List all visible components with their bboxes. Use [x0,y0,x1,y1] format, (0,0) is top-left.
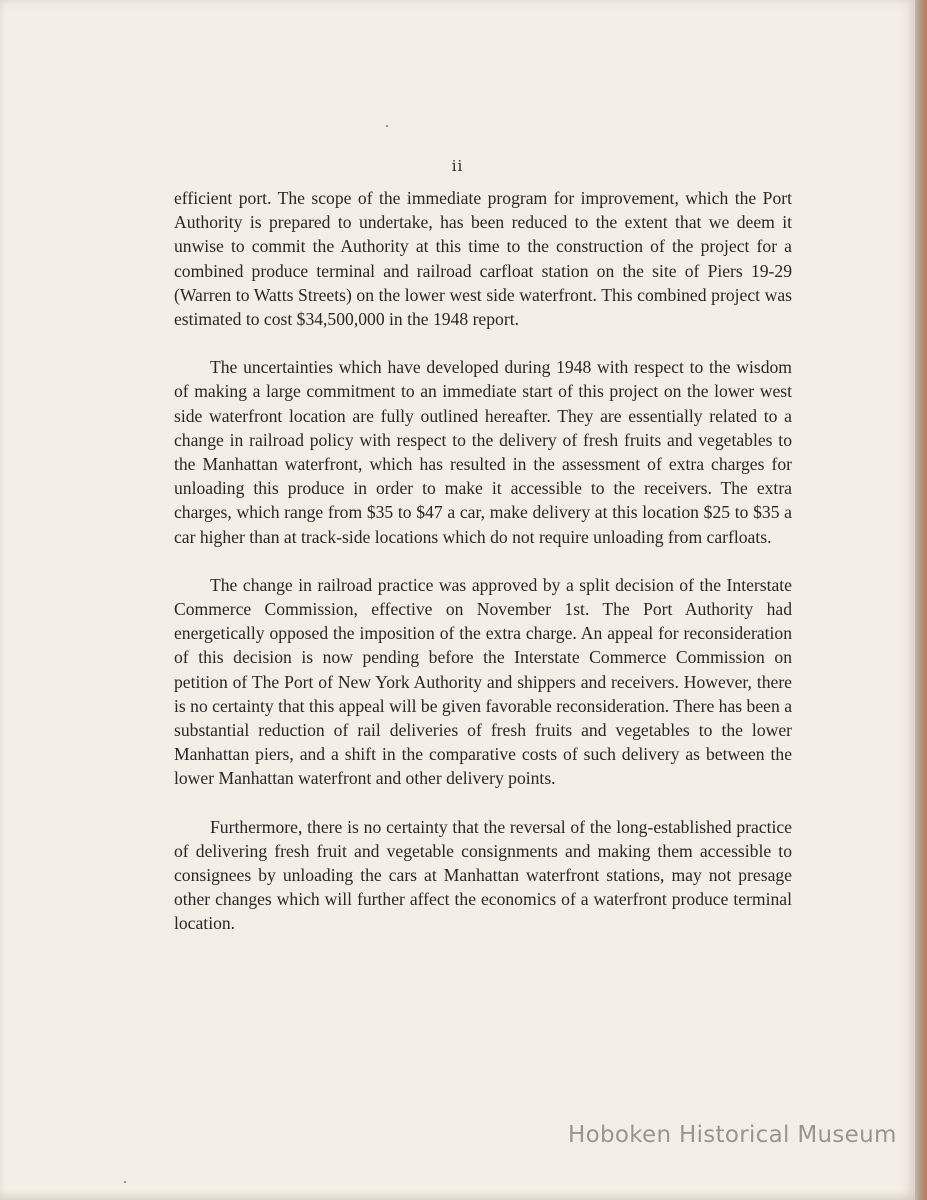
page-edge [915,0,927,1200]
paragraph: efficient port. The scope of the immediate program for improvement, which the Port Authority is prepared to undertake, has been reduced to the extent that we deem it unwise to commit the Authority at this time to the construction of the project for a combined produce terminal and railroad carfloat station on the site of Piers 19-29 (Warren to Watts Streets) on the lower west side waterfront. This combined project was estimated to cost $34,500,000 in the 1948 report. [174,188,792,330]
paragraph: The change in railroad practice was approved by a split decision of the Interstate Commerce Commission, effective on November 1st. The Port Authority had energetically opposed the imposition of the extra charge. An appeal for reconsideration of this decision is now pending before the Interstate Commerce Commission on petition of The Port of New York Authority and shippers and receivers. However, there is no certainty that this appeal will be given favorable reconsideration. There has been a substantial reduction of rail deliveries of fresh fruits and vegetables to the lower Manhattan piers, and a shift in the comparative costs of such delivery as between the lower Manhattan waterfront and other delivery points. [174,574,792,789]
page-number: ii [451,157,464,175]
paper-speck [386,125,388,127]
body-text [174,186,792,960]
museum-watermark: Hoboken Historical Museum [568,1122,897,1148]
paper-speck [124,1181,126,1183]
paragraph: The uncertainties which have developed during 1948 with respect to the wisdom of making a large commitment to an immediate start of this project on the lower west side waterfront location are fully outlined hereafter. They are essentially related to a change in railroad policy with respect to the delivery of fresh fruits and vegetables to the Manhattan waterfront, which has resulted in the assessment of extra charges for unloading this produce in order to make it accessible to the receivers. The extra charges, which range from $35 to $47 a car, make delivery at this location $25 to $35 a car higher than at track-side locations which do not require unloading from carfloats. [174,357,792,547]
paragraph: Furthermore, there is no certainty that the reversal of the long-established practice of delivering fresh fruit and vegetable consignments and making them accessible to consignees by unloading the cars at Manhattan waterfront stations, may not presage other changes which will further affect the economics of a waterfront produce terminal location. [174,816,792,934]
